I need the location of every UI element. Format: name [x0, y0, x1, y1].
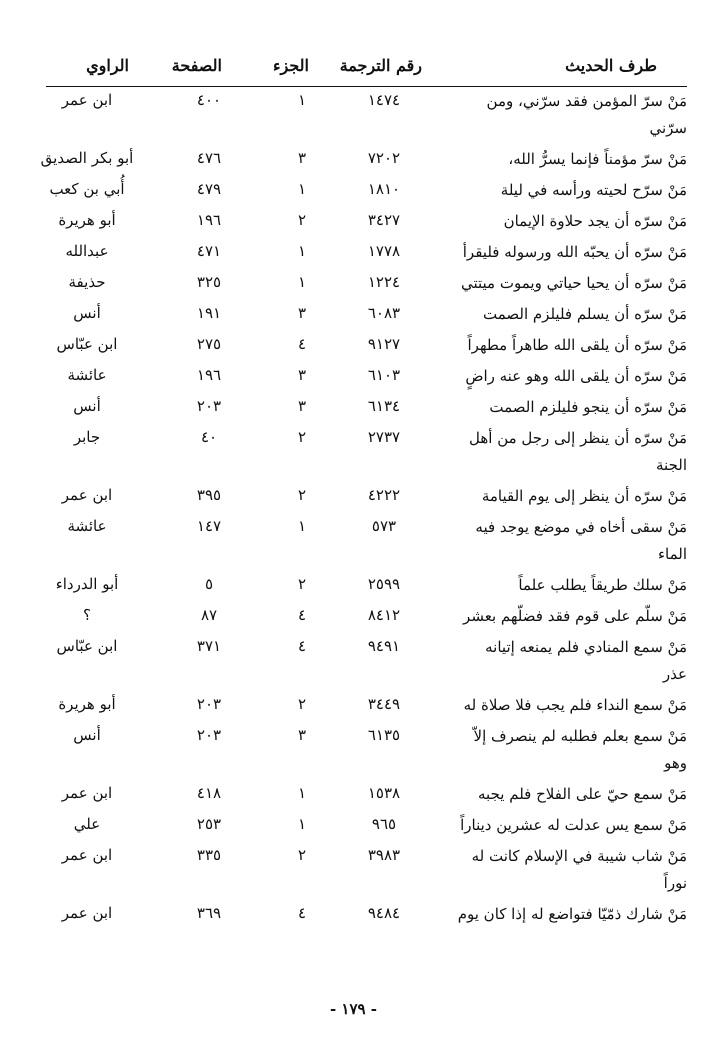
cell-hadith: مَنْ سرّ المؤمن فقد سرّني، ومن سرّني: [486, 92, 687, 137]
cell-tarjama: ٦١٠٣: [367, 366, 401, 384]
table-row: [46, 270, 687, 301]
cell-hadith: مَنْ سمع حيّ على الفلاح فلم يجبه: [478, 785, 687, 803]
header-hadith: طرف الحديث: [565, 56, 657, 75]
cell-juz: ١: [297, 517, 307, 535]
cell-tarjama: ١٥٣٨: [367, 784, 401, 802]
cell-rawi: أنس: [73, 726, 101, 744]
cell-rawi: ابن عبّاس: [56, 335, 118, 353]
cell-safha: ٤٠: [200, 428, 218, 446]
cell-hadith: مَنْ سرّه أن يلقى الله وهو عنه راضٍ: [465, 367, 687, 385]
cell-hadith: مَنْ شاب شيبة في الإسلام كانت له نوراً: [471, 847, 687, 892]
table-body: [40, 88, 687, 932]
cell-safha: ٤١٨: [196, 784, 222, 802]
cell-safha: ٤٧٦: [196, 149, 222, 167]
cell-rawi: عبدالله: [65, 242, 109, 260]
cell-hadith: مَنْ سرّ مؤمناً فإنما يسرُّ الله،: [508, 150, 687, 168]
table-row: [46, 603, 687, 634]
cell-safha: ٣٣٥: [196, 846, 222, 864]
cell-rawi: ابن عمر: [61, 486, 113, 504]
cell-rawi: أبو بكر الصديق: [40, 149, 134, 167]
table-row: [46, 363, 687, 394]
cell-safha: ١٩٦: [196, 211, 222, 229]
cell-hadith: مَنْ سرّه أن ينظر إلى يوم القيامة: [481, 487, 687, 505]
cell-rawi: ابن عمر: [61, 846, 113, 864]
cell-juz: ١: [297, 815, 307, 833]
cell-hadith: مَنْ سلك طريقاً يطلب علماً: [518, 576, 687, 594]
cell-juz: ٢: [297, 695, 307, 713]
cell-tarjama: ١٨١٠: [367, 180, 401, 198]
cell-rawi: علي: [73, 815, 101, 833]
cell-hadith: مَنْ سرّه أن يلقى الله طاهراً مطهراً: [467, 336, 687, 354]
cell-hadith: مَنْ سرّه أن يحبّه الله ورسوله فليقرأ: [462, 243, 687, 261]
table-row: [46, 239, 687, 270]
cell-hadith: مَنْ سمع يس عدلت له عشرين ديناراً: [460, 816, 687, 834]
table-row: [46, 692, 687, 723]
cell-rawi: أبو الدرداء: [55, 575, 119, 593]
cell-rawi: ؟: [83, 606, 91, 624]
cell-rawi: أنس: [73, 397, 101, 415]
table-row: [46, 425, 687, 483]
table-row: [46, 88, 687, 146]
cell-rawi: عائشة: [67, 517, 107, 535]
cell-juz: ٣: [297, 366, 307, 384]
cell-safha: ٤٠٠: [196, 91, 222, 109]
cell-tarjama: ١٢٢٤: [367, 273, 401, 291]
page-number: - ١٧٩ -: [329, 1000, 378, 1018]
cell-juz: ٣: [297, 397, 307, 415]
cell-juz: ٢: [297, 575, 307, 593]
table-row: [46, 301, 687, 332]
cell-rawi: ابن عمر: [61, 91, 113, 109]
cell-tarjama: ٥٧٣: [371, 517, 397, 535]
header-safha: الصفحة: [171, 56, 222, 75]
table-row: [46, 572, 687, 603]
table-row: [46, 177, 687, 208]
cell-hadith: مَنْ سرّه أن ينظر إلى رجل من أهل الجنة: [468, 429, 687, 474]
cell-tarjama: ٧٢٠٢: [367, 149, 401, 167]
table-row: [46, 483, 687, 514]
table-row: [46, 332, 687, 363]
cell-rawi: أبو هريرة: [58, 211, 116, 229]
cell-rawi: أنس: [73, 304, 101, 322]
cell-safha: ١٤٧: [196, 517, 222, 535]
cell-rawi: أُبي بن كعب: [49, 180, 125, 198]
cell-juz: ١: [297, 273, 307, 291]
cell-juz: ٤: [297, 637, 307, 655]
cell-safha: ٤٧٩: [196, 180, 222, 198]
cell-juz: ٢: [297, 428, 307, 446]
header-tarjama: رقم الترجمة: [339, 56, 422, 75]
cell-rawi: ابن عمر: [61, 784, 113, 802]
table-row: [46, 901, 687, 932]
cell-safha: ٣٧١: [196, 637, 222, 655]
cell-tarjama: ٩١٢٧: [367, 335, 401, 353]
cell-juz: ٢: [297, 846, 307, 864]
cell-tarjama: ٢٧٣٧: [367, 428, 401, 446]
cell-safha: ٢٠٣: [196, 726, 222, 744]
table-row: [46, 812, 687, 843]
table-row: [46, 634, 687, 692]
cell-hadith: مَنْ سرّه أن يجد حلاوة الإيمان: [503, 212, 687, 230]
cell-rawi: ابن عمر: [61, 904, 113, 922]
table-row: [46, 843, 687, 901]
cell-juz: ٣: [297, 304, 307, 322]
cell-rawi: أبو هريرة: [58, 695, 116, 713]
cell-tarjama: ٦٠٨٣: [367, 304, 401, 322]
cell-juz: ٤: [297, 904, 307, 922]
cell-safha: ٢٥٣: [196, 815, 222, 833]
cell-safha: ١٩٦: [196, 366, 222, 384]
cell-hadith: مَنْ سمع المنادي فلم يمنعه إتيانه عذر: [485, 638, 687, 683]
cell-hadith: مَنْ سمع النداء فلم يجب فلا صلاة له: [463, 696, 687, 714]
cell-hadith: مَنْ سمع بعلم فطلبه لم ينصرف إلاّ وهو: [473, 727, 687, 772]
cell-tarjama: ٣٤٢٧: [367, 211, 401, 229]
cell-rawi: عائشة: [67, 366, 107, 384]
cell-safha: ٢٠٣: [196, 695, 222, 713]
table-row: [46, 723, 687, 781]
cell-juz: ٣: [297, 149, 307, 167]
cell-tarjama: ١٧٧٨: [367, 242, 401, 260]
cell-hadith: مَنْ سلّم على قوم فقد فضلّهم بعشر: [463, 607, 687, 625]
cell-tarjama: ١٤٧٤: [367, 91, 401, 109]
cell-safha: ٤٧١: [196, 242, 222, 260]
cell-rawi: ابن عبّاس: [56, 637, 118, 655]
cell-juz: ٤: [297, 606, 307, 624]
cell-safha: ٨٧: [200, 606, 218, 624]
cell-juz: ٣: [297, 726, 307, 744]
cell-tarjama: ٦١٣٤: [367, 397, 401, 415]
cell-tarjama: ٢٥٩٩: [367, 575, 401, 593]
cell-juz: ١: [297, 91, 307, 109]
cell-safha: ٣٢٥: [196, 273, 222, 291]
cell-tarjama: ٣٩٨٣: [367, 846, 401, 864]
header-rawi: الراوي: [86, 56, 129, 75]
table-row: [46, 514, 687, 572]
cell-juz: ٢: [297, 486, 307, 504]
cell-safha: ٢٠٣: [196, 397, 222, 415]
cell-safha: ٢٧٥: [196, 335, 222, 353]
cell-hadith: مَنْ سرّه أن يسلم فليلزم الصمت: [482, 305, 687, 323]
cell-safha: ٣٩٥: [196, 486, 222, 504]
cell-hadith: مَنْ سرّه أن ينجو فليلزم الصمت: [489, 398, 687, 416]
cell-hadith: مَنْ سرّح لحيته ورأسه في ليلة: [500, 181, 687, 199]
table-row: [40, 146, 687, 177]
cell-tarjama: ٨٤١٢: [367, 606, 401, 624]
table-row: [46, 394, 687, 425]
cell-tarjama: ٣٤٤٩: [367, 695, 401, 713]
cell-tarjama: ٦١٣٥: [367, 726, 401, 744]
table-row: [46, 781, 687, 812]
cell-tarjama: ٤٢٢٢: [367, 486, 401, 504]
cell-safha: ٥: [204, 575, 214, 593]
cell-juz: ١: [297, 242, 307, 260]
cell-tarjama: ٩٦٥: [371, 815, 397, 833]
cell-hadith: مَنْ سقى أخاه في موضع يوجد فيه الماء: [475, 518, 687, 563]
cell-juz: ١: [297, 784, 307, 802]
cell-tarjama: ٩٤٨٤: [367, 904, 401, 922]
cell-hadith: مَنْ سرّه أن يحيا حياتي ويموت ميتتي: [460, 274, 687, 292]
cell-safha: ١٩١: [196, 304, 222, 322]
cell-tarjama: ٩٤٩١: [367, 637, 401, 655]
cell-juz: ١: [297, 180, 307, 198]
cell-rawi: جابر: [73, 428, 101, 446]
header-juz: الجزء: [273, 56, 309, 75]
cell-safha: ٣٦٩: [196, 904, 222, 922]
table-header: [46, 52, 687, 87]
cell-hadith: مَنْ شارك ذمّيّا فتواضع له إذا كان يوم: [457, 905, 687, 923]
table-row: [46, 208, 687, 239]
cell-juz: ٤: [297, 335, 307, 353]
cell-juz: ٢: [297, 211, 307, 229]
cell-rawi: حذيفة: [68, 273, 106, 291]
